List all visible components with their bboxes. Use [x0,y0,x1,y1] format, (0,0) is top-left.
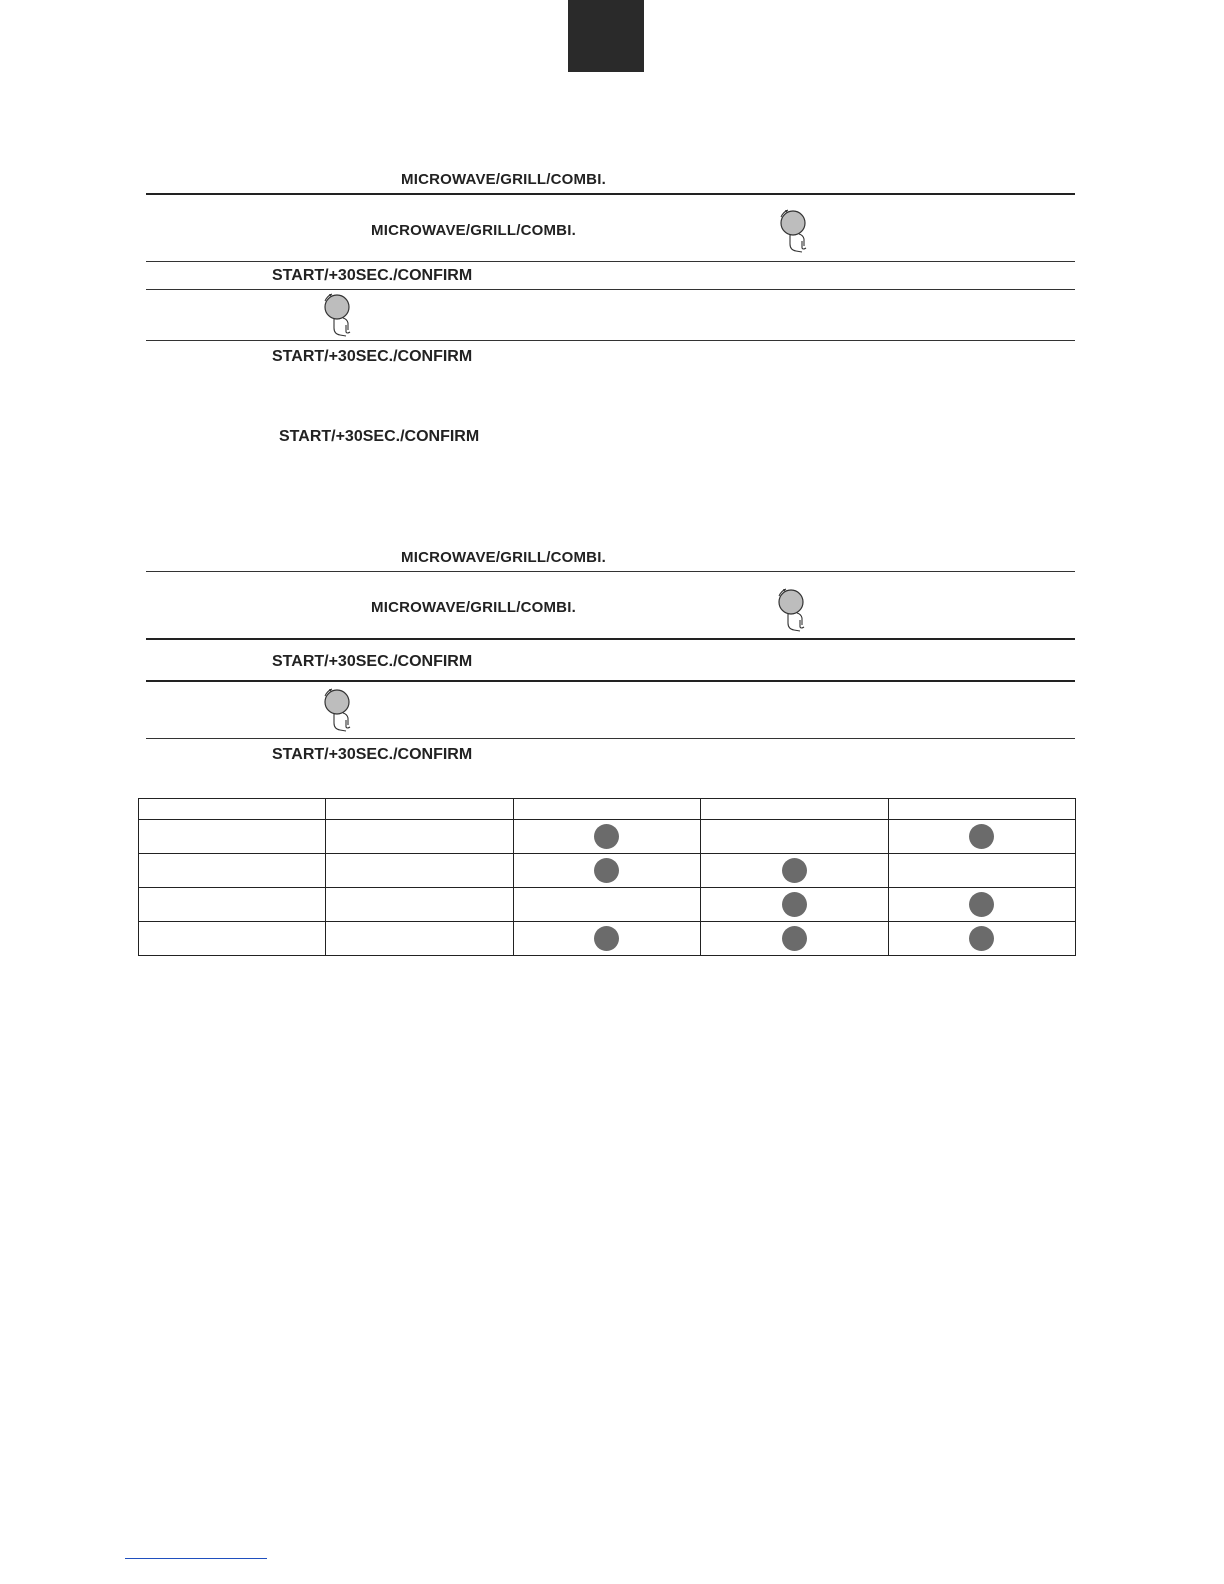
page-language-tab [568,0,644,72]
table-header-cell [326,799,513,820]
table-cell [888,922,1075,956]
table-cell [701,922,888,956]
divider [146,680,1075,682]
table-cell [513,888,700,922]
divider [146,738,1075,739]
mode-indicator-dot [782,858,807,883]
divider [146,638,1075,640]
table-row [139,820,1076,854]
divider [146,340,1075,341]
section2-step1-label: MICROWAVE/GRILL/COMBI. [371,599,576,616]
mode-indicator-dot [594,824,619,849]
table-cell [326,820,513,854]
table-row [139,922,1076,956]
table-cell [513,854,700,888]
mode-indicator-dot [594,926,619,951]
table-header-cell [139,799,326,820]
table-cell [888,888,1075,922]
section1-header: MICROWAVE/GRILL/COMBI. [401,171,606,188]
mode-indicator-dot [782,892,807,917]
table-cell [888,820,1075,854]
mode-indicator-dot [782,926,807,951]
section1-note-label: START/+30SEC./CONFIRM [279,428,480,445]
section2-step2-label: START/+30SEC./CONFIRM [272,653,473,670]
table-cell [326,854,513,888]
mode-indicator-dot [969,892,994,917]
rotary-knob-icon [776,208,812,254]
section1-step2-label: START/+30SEC./CONFIRM [272,267,473,284]
table-cell [513,922,700,956]
section1-step1-label: MICROWAVE/GRILL/COMBI. [371,222,576,239]
table-cell [139,854,326,888]
rotary-knob-icon [320,292,356,338]
table-cell [326,888,513,922]
table-header-row [139,799,1076,820]
table-row [139,888,1076,922]
mode-indicator-dot [594,858,619,883]
table-header-cell [513,799,700,820]
table-cell [701,820,888,854]
table-header-cell [701,799,888,820]
table-cell [888,854,1075,888]
table-cell [139,888,326,922]
divider [146,289,1075,290]
rotary-knob-icon [320,687,356,733]
rotary-knob-icon [774,587,810,633]
mode-indicator-dot [969,824,994,849]
section1-step4-label: START/+30SEC./CONFIRM [272,348,473,365]
table-cell [513,820,700,854]
table-cell [326,922,513,956]
table-cell [701,854,888,888]
table-row [139,854,1076,888]
table-cell [139,922,326,956]
divider [146,571,1075,572]
section2-header: MICROWAVE/GRILL/COMBI. [401,549,606,566]
footer-rule [125,1558,267,1559]
divider [146,193,1075,195]
mode-indicator-dot [969,926,994,951]
table-cell [139,820,326,854]
table-cell [701,888,888,922]
divider [146,261,1075,262]
table-header-cell [888,799,1075,820]
section2-step4-label: START/+30SEC./CONFIRM [272,746,473,763]
mode-table [138,798,1076,956]
